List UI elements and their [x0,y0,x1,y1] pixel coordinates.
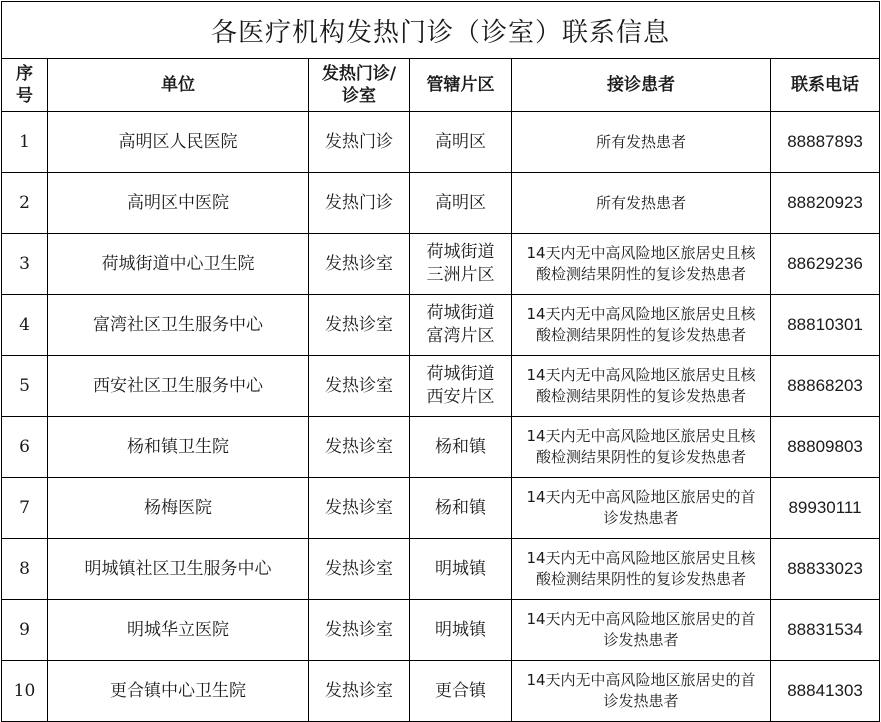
row-patients-box [512,235,770,293]
row-phone: 88810301 [771,295,880,356]
row-patients-box [512,601,770,659]
row-patients-cell [512,112,771,173]
row-patients: 14天内无中高风险地区旅居史且核酸检测结果阴性的复诊发热患者 [526,427,756,466]
row-phone: 88820923 [771,173,880,234]
row-type: 发热诊室 [309,295,410,356]
row-unit: 明城镇社区卫生服务中心 [48,539,309,600]
row-patients-box [512,296,770,354]
row-unit: 高明区人民医院 [48,112,309,173]
row-unit: 高明区中医院 [48,173,309,234]
row-type: 发热诊室 [309,417,410,478]
row-patients-cell [512,234,771,295]
row-unit: 西安社区卫生服务中心 [48,356,309,417]
row-phone: 88887893 [771,112,880,173]
row-index: 8 [2,539,48,600]
row-patients-cell [512,356,771,417]
row-index: 7 [2,478,48,539]
row-phone: 88831534 [771,600,880,661]
row-district: 荷城街道富湾片区 [410,295,512,356]
row-unit: 明城华立医院 [48,600,309,661]
row-patients-cell [512,295,771,356]
table-row [2,356,880,417]
header-patients: 接诊患者 [512,59,771,112]
row-patients: 14天内无中高风险地区旅居史的首诊发热患者 [526,488,756,527]
row-patients-box [512,662,770,720]
row-type: 发热诊室 [309,600,410,661]
row-type: 发热诊室 [309,356,410,417]
table-row [2,661,880,722]
row-unit: 荷城街道中心卫生院 [48,234,309,295]
table-row [2,173,880,234]
row-district: 荷城街道三洲片区 [410,234,512,295]
table-row [2,600,880,661]
row-patients-cell [512,478,771,539]
table-row [2,112,880,173]
row-phone: 88841303 [771,661,880,722]
row-unit: 杨和镇卫生院 [48,417,309,478]
header-phone: 联系电话 [771,59,880,112]
row-patients-cell [512,661,771,722]
row-district: 杨和镇 [410,417,512,478]
row-index: 6 [2,417,48,478]
clinic-contact-table [1,1,880,722]
row-patients-box [512,479,770,537]
row-index: 9 [2,600,48,661]
row-index: 2 [2,173,48,234]
row-district: 荷城街道西安片区 [410,356,512,417]
row-patients-box [512,113,770,171]
row-patients: 14天内无中高风险地区旅居史的首诊发热患者 [526,671,756,710]
row-type: 发热门诊 [309,112,410,173]
row-type: 发热诊室 [309,478,410,539]
row-district: 杨和镇 [410,478,512,539]
row-patients: 所有发热患者 [595,193,686,212]
row-patients: 14天内无中高风险地区旅居史且核酸检测结果阴性的复诊发热患者 [526,244,756,283]
header-district: 管辖片区 [410,59,512,112]
row-patients-box [512,357,770,415]
header-unit: 单位 [48,59,309,112]
row-patients-cell [512,600,771,661]
row-index: 5 [2,356,48,417]
table-row [2,539,880,600]
row-patients-box [512,418,770,476]
row-patients-cell [512,417,771,478]
row-patients-box [512,540,770,598]
table-row [2,234,880,295]
row-type: 发热诊室 [309,234,410,295]
row-patients: 14天内无中高风险地区旅居史的首诊发热患者 [526,610,756,649]
table-row [2,478,880,539]
row-district: 明城镇 [410,539,512,600]
row-phone: 88868203 [771,356,880,417]
row-unit: 富湾社区卫生服务中心 [48,295,309,356]
row-patients: 所有发热患者 [595,132,686,151]
row-patients-cell [512,173,771,234]
row-phone: 89930111 [771,478,880,539]
header-index: 序号 [2,59,48,112]
row-patients-box [512,174,770,232]
row-index: 1 [2,112,48,173]
row-district: 明城镇 [410,600,512,661]
row-patients: 14天内无中高风险地区旅居史且核酸检测结果阴性的复诊发热患者 [526,366,756,405]
row-type: 发热门诊 [309,173,410,234]
row-unit: 更合镇中心卫生院 [48,661,309,722]
row-district: 高明区 [410,173,512,234]
table-row [2,417,880,478]
row-district: 更合镇 [410,661,512,722]
row-type: 发热诊室 [309,661,410,722]
row-index: 4 [2,295,48,356]
row-patients: 14天内无中高风险地区旅居史且核酸检测结果阴性的复诊发热患者 [526,305,756,344]
header-type: 发热门诊/诊室 [309,59,410,112]
table-body [2,112,880,722]
row-index: 3 [2,234,48,295]
row-index: 10 [2,661,48,722]
row-patients: 14天内无中高风险地区旅居史且核酸检测结果阴性的复诊发热患者 [526,549,756,588]
row-phone: 88833023 [771,539,880,600]
table-title: 各医疗机构发热门诊（诊室）联系信息 [2,2,880,59]
title-row [2,2,880,59]
row-district: 高明区 [410,112,512,173]
row-phone: 88629236 [771,234,880,295]
row-patients-cell [512,539,771,600]
table-row [2,295,880,356]
header-row [2,59,880,112]
row-unit: 杨梅医院 [48,478,309,539]
row-phone: 88809803 [771,417,880,478]
row-type: 发热诊室 [309,539,410,600]
